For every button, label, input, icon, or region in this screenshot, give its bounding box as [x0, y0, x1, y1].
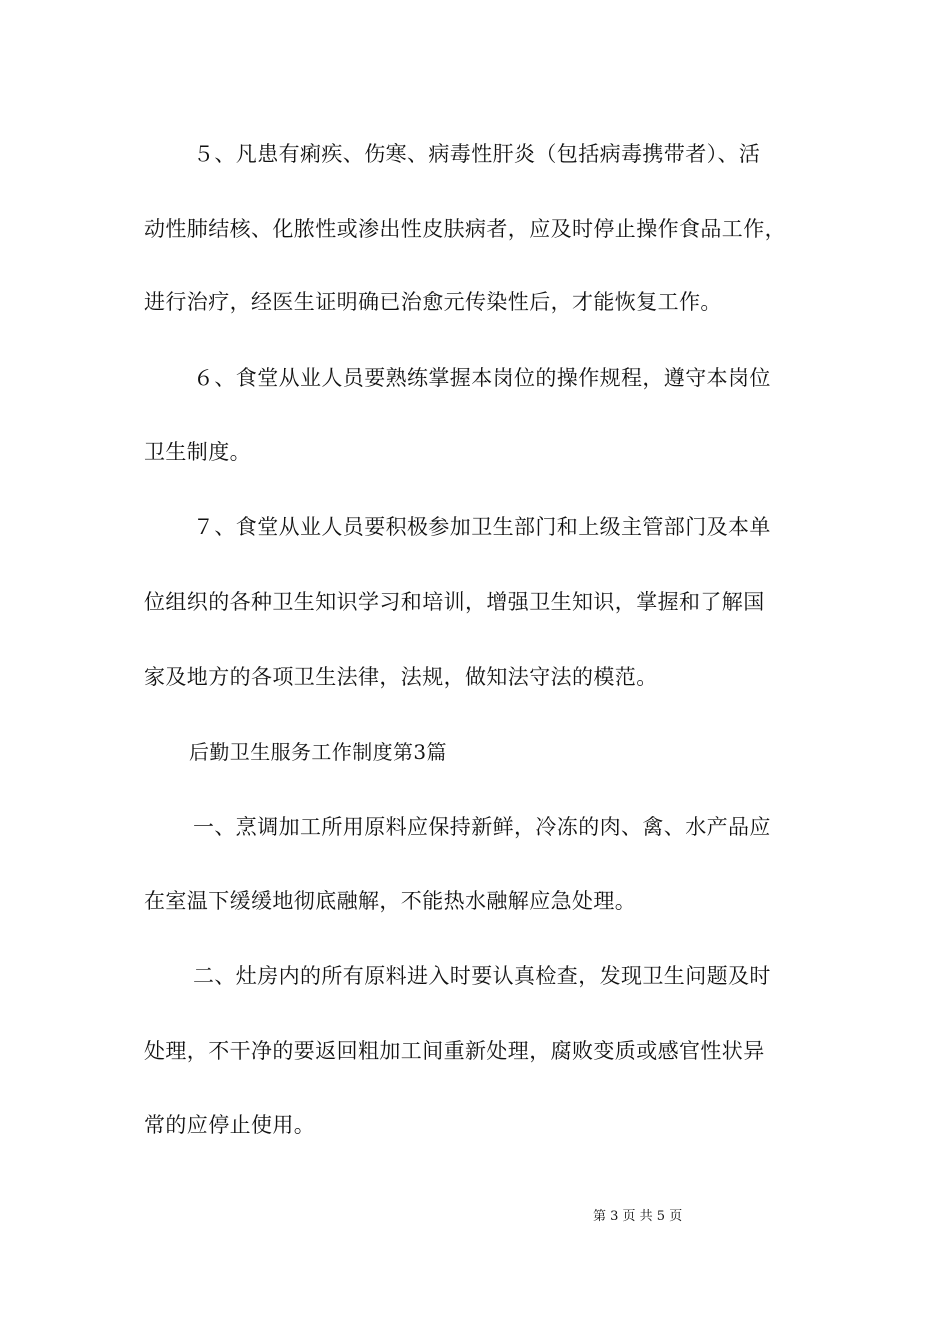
item-2-line-1: 二、灶房内的所有原料进入时要认真检查，发现卫生问题及时: [193, 964, 771, 988]
item-2-line-3: 常的应停止使用。: [144, 1113, 316, 1137]
paragraph-6-line-1: ６、食堂从业人员要熟练掌握本岗位的操作规程，遵守本岗位: [193, 366, 771, 390]
item-1-line-1: 一、烹调加工所用原料应保持新鲜，冷冻的肉、禽、水产品应: [193, 815, 771, 839]
paragraph-7-line-2: 位组织的各种卫生知识学习和培训，增强卫生知识，掌握和了解国: [144, 590, 765, 614]
paragraph-7-line-1: ７、食堂从业人员要积极参加卫生部门和上级主管部门及本单: [193, 515, 771, 539]
paragraph-5-line-3: 进行治疗，经医生证明确已治愈元传染性后，才能恢复工作。: [144, 290, 722, 314]
paragraph-6-line-2: 卫生制度。: [144, 440, 251, 464]
page-number-footer: 第 3 页 共 5 页: [593, 1209, 683, 1224]
section-heading: 后勤卫生服务工作制度第3篇: [189, 740, 447, 764]
paragraph-7-line-3: 家及地方的各项卫生法律，法规，做知法守法的模范。: [144, 665, 658, 689]
paragraph-5-line-1: ５、凡患有痢疾、伤寒、病毒性肝炎（包括病毒携带者）、活: [193, 142, 761, 166]
item-1-line-2: 在室温下缓缓地彻底融解，不能热水融解应急处理。: [144, 889, 637, 913]
paragraph-5-line-2: 动性肺结核、化脓性或渗出性皮肤病者，应及时停止操作食品工作，: [144, 217, 786, 241]
item-2-line-2: 处理，不干净的要返回粗加工间重新处理，腐败变质或感官性状异: [144, 1039, 765, 1063]
